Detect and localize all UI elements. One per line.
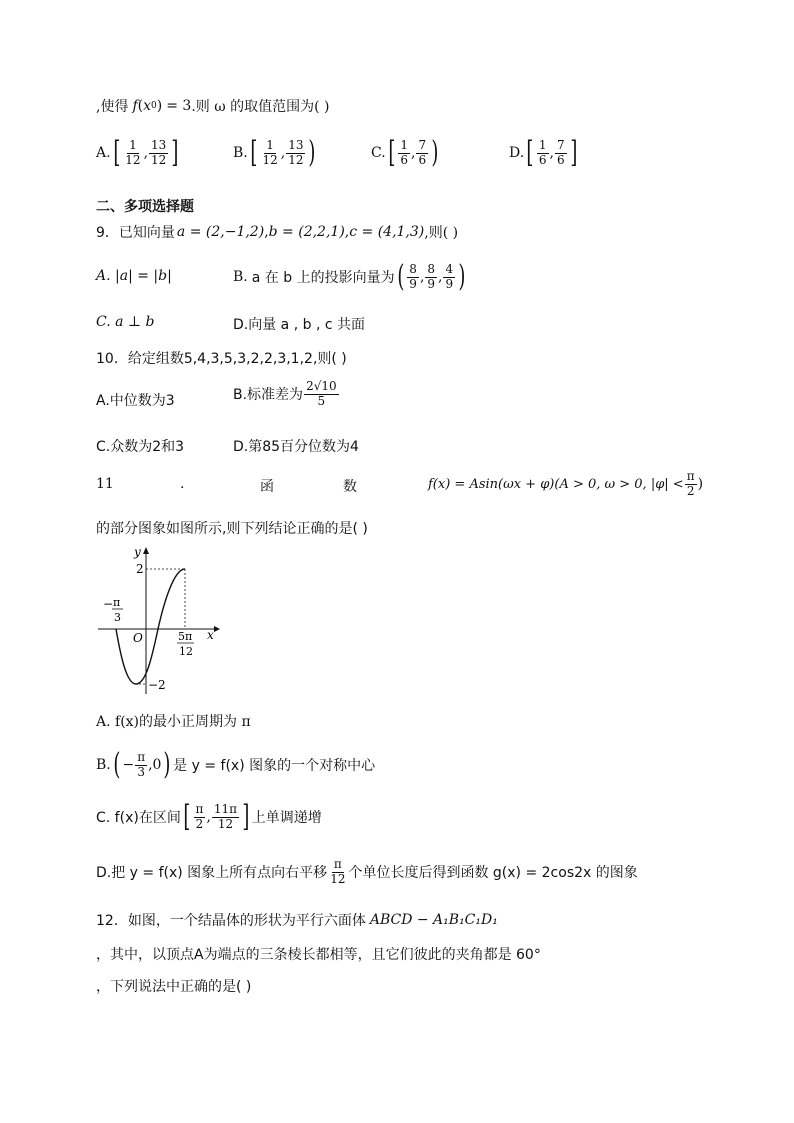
- paren-close: ): [697, 476, 704, 493]
- right-tick-num: 5π: [178, 630, 193, 643]
- q9-option-d-text: D.向量 a , b , c 共面: [233, 317, 365, 333]
- frac: [123, 139, 142, 168]
- den: 6: [538, 152, 547, 167]
- frac: [286, 139, 305, 168]
- frac: [407, 263, 419, 292]
- den: 2: [195, 816, 204, 831]
- option-label: A.: [96, 145, 111, 161]
- q8-tail-x0: x: [143, 98, 152, 114]
- x-axis-label: x: [207, 628, 214, 642]
- frac: [416, 139, 428, 168]
- left-tick-sign: −: [103, 597, 114, 611]
- num: 7: [418, 137, 427, 152]
- q11-function-text: f(x) = Asin(ωx + φ)(A > 0, ω > 0, |φ| <: [428, 476, 684, 492]
- bracket: ]: [171, 135, 179, 170]
- q12-line-3: ，下列说法中正确的是( ): [96, 979, 252, 995]
- den: 2: [686, 483, 695, 498]
- min-label: −2: [148, 678, 166, 692]
- q10-option-b-text: B.标准差为: [233, 387, 304, 404]
- frac: [555, 139, 567, 168]
- bracket-close: ]: [242, 799, 250, 834]
- den: 12: [262, 152, 278, 167]
- q9-option-d[interactable]: [233, 314, 365, 334]
- comma-zero: ,0: [148, 757, 162, 773]
- den: 12: [330, 871, 346, 886]
- section-title: 二、多项选择题: [96, 199, 194, 215]
- q10-option-b[interactable]: [233, 380, 340, 409]
- paren-open: (: [113, 747, 121, 782]
- num: 11π: [213, 801, 238, 816]
- num: 1: [129, 137, 137, 152]
- den: 3: [137, 764, 145, 779]
- bracket: [: [388, 135, 396, 170]
- y-axis-label: y: [134, 545, 141, 559]
- q9-option-a[interactable]: [96, 268, 172, 284]
- q9-option-a-text: A. |a| = |b|: [96, 268, 172, 284]
- bracket: [: [250, 135, 258, 170]
- den: 12: [288, 152, 304, 167]
- option-label: B.: [233, 269, 248, 285]
- option-label: B.: [96, 757, 111, 773]
- max-label: 2: [136, 562, 144, 576]
- q8-tail-suffix: .则 ω 的取值范围为( ): [191, 99, 330, 115]
- y-axis-arrow-icon: [143, 547, 149, 554]
- q8-tail-eq: = 3: [166, 98, 192, 114]
- left-tick-den: 3: [114, 611, 121, 624]
- q11-option-d[interactable]: [96, 858, 638, 887]
- q10-option-a[interactable]: [96, 390, 175, 410]
- frac: [425, 263, 437, 292]
- q9-vector-a: a = (2,−1,2): [176, 224, 265, 240]
- bracket: ): [308, 135, 316, 170]
- q9-option-b-text: a 在 b 上的投影向量为: [251, 270, 395, 286]
- q9-vector-c: c = (4,1,3): [349, 224, 425, 240]
- frac: [194, 803, 206, 832]
- x-axis-arrow-icon: [214, 626, 220, 632]
- frac: [685, 470, 697, 499]
- num: 2√10: [306, 379, 337, 393]
- q9-stem: 9．已知向量 a = (2,−1,2) , b = (2,2,1) , c = (4,1,3) ,则( ): [96, 224, 459, 241]
- den: 6: [557, 152, 565, 167]
- q11-function: [428, 470, 703, 499]
- subscript-0: 0: [151, 101, 157, 111]
- num: 8: [427, 261, 436, 276]
- q12-line-2: ，其中，以顶点A为端点的三条棱长都相等，且它们彼此的夹角都是 60°: [96, 947, 541, 963]
- q9-option-c-text: C. a ⊥ b: [96, 314, 155, 330]
- q10-option-a-text: A.中位数为3: [96, 393, 175, 409]
- den: 6: [418, 152, 427, 167]
- q8-tail: [96, 96, 329, 116]
- q11-option-c-text: C. f(x)在区间: [96, 810, 181, 826]
- option-label: B.: [233, 145, 248, 161]
- option-label: C.: [371, 145, 386, 161]
- frac: [304, 380, 339, 409]
- q9-stem-text: 9．已知向量: [96, 225, 175, 241]
- frac: [537, 139, 549, 168]
- den: 12: [151, 152, 167, 167]
- paren-close: ): [458, 259, 466, 294]
- paren: (: [137, 98, 144, 114]
- q10-option-d[interactable]: [233, 436, 359, 456]
- left-tick-num: π: [113, 596, 121, 609]
- q12-line-1: [96, 910, 498, 930]
- minus-sign: −: [122, 757, 135, 773]
- origin-label: O: [133, 631, 143, 645]
- frac: [260, 139, 279, 168]
- q11-option-c[interactable]: C. f(x)在区间 [ $\frac{\pi}{2}$ , $\frac{11\pi}{12}$ ] 上单调递增: [96, 799, 322, 834]
- bracket: [: [526, 135, 534, 170]
- den: 5: [317, 393, 326, 408]
- bracket-open: [: [183, 799, 191, 834]
- bracket: ]: [569, 135, 578, 170]
- num: 1: [538, 137, 547, 152]
- num: 1: [400, 137, 409, 152]
- q11-option-a[interactable]: [96, 711, 251, 731]
- num: π: [137, 749, 146, 764]
- bracket: ): [431, 135, 439, 170]
- q11-graph: [96, 542, 226, 702]
- q9-vector-b: b = (2,2,1): [268, 224, 345, 240]
- paren-open: (: [396, 259, 404, 294]
- frac: [149, 139, 168, 168]
- q10-option-c-text: C.众数为2和3: [96, 439, 185, 455]
- num: 4: [445, 261, 454, 276]
- q11-number: 11: [96, 476, 114, 492]
- den: 9: [445, 276, 454, 291]
- q8-option-b[interactable]: B. [ $\frac{1}{12}$ , $\frac{13}{12}$ ): [233, 135, 316, 170]
- q9-tail: ,则( ): [424, 225, 459, 241]
- q10-option-d-text: D.第85百分位数为4: [233, 439, 359, 455]
- bracket: [: [112, 135, 120, 170]
- num: π: [686, 469, 695, 483]
- frac: [212, 803, 239, 832]
- den: 9: [427, 276, 436, 291]
- q12-math: ABCD − A₁B₁C₁D₁: [369, 912, 498, 928]
- q10-stem: 10．给定组数5,4,3,5,3,2,2,3,1,2,则( ): [96, 351, 347, 367]
- den: 9: [409, 276, 417, 291]
- num: 1: [266, 137, 274, 152]
- num: 13: [288, 137, 304, 152]
- option-label: D.: [509, 145, 525, 161]
- sine-curve: [116, 569, 185, 684]
- frac: [443, 263, 455, 292]
- right-tick-den: 12: [179, 645, 193, 658]
- q11-option-b[interactable]: [96, 747, 376, 782]
- den: 12: [217, 816, 234, 831]
- num: 8: [409, 261, 417, 276]
- frac: [398, 139, 410, 168]
- q11-option-d-text: D.把 y = f(x) 图象上所有点向右平移: [96, 865, 328, 882]
- paren: ): [156, 98, 163, 114]
- q8-option-d[interactable]: D. [ $\frac{1}{6}$ , $\frac{7}{6}$ ]: [509, 135, 578, 170]
- q11-word-1: 函: [260, 479, 274, 495]
- q9-option-b[interactable]: B. a 在 b 上的投影向量为 ( $\frac{8}{9}$ , $\frac{8}{9}$ , $\frac{4}{9}$ ): [233, 259, 466, 294]
- q8-option-a[interactable]: A. [ $\frac{1}{12}$ , $\frac{13}{12}$ ]: [96, 135, 179, 170]
- q10-option-c[interactable]: [96, 436, 184, 456]
- q9-option-c[interactable]: [96, 314, 155, 330]
- num: 7: [557, 137, 565, 152]
- num: 13: [151, 137, 167, 152]
- frac: [135, 751, 147, 780]
- den: 6: [400, 152, 409, 167]
- q8-tail-prefix: ,使得: [96, 99, 129, 115]
- num: π: [333, 857, 342, 871]
- frac: [328, 858, 347, 887]
- q11-option-c-suffix: 上单调递增: [251, 810, 322, 826]
- q11-option-d-suffix: 个单位长度后得到函数 g(x) = 2cos2x 的图象: [348, 865, 638, 882]
- q11-stem-2: 的部分图象如图所示,则下列结论正确的是( ): [96, 521, 368, 537]
- q11-option-b-text: 是 y = f(x) 图象的一个对称中心: [173, 758, 376, 774]
- q8-option-c[interactable]: C. [ $\frac{1}{6}$ , $\frac{7}{6}$ ): [371, 135, 439, 170]
- q11-word-2: 数: [343, 479, 357, 495]
- num: π: [195, 801, 204, 816]
- q11-option-a-text: A. f(x)的最小正周期为 π: [96, 714, 251, 730]
- paren-close: ): [163, 747, 171, 782]
- den: 12: [125, 152, 141, 167]
- q11-dot: .: [180, 476, 185, 492]
- q12-line-1-text: 12．如图，一个结晶体的形状为平行六面体: [96, 913, 366, 929]
- q8-tail-fx: f: [132, 98, 138, 114]
